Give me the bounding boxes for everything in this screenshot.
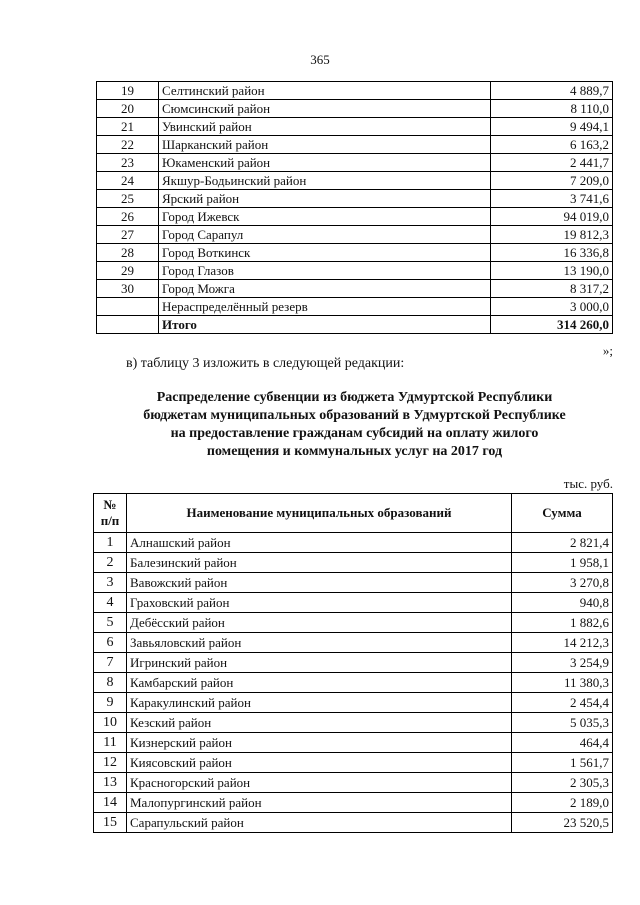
municipality-name: Шарканский район bbox=[159, 136, 491, 154]
row-number: 9 bbox=[94, 693, 127, 713]
amount: 6 163,2 bbox=[491, 136, 613, 154]
row-number: 15 bbox=[94, 813, 127, 833]
municipality-name: Город Глазов bbox=[159, 262, 491, 280]
amount: 3 270,8 bbox=[512, 573, 613, 593]
total-label: Итого bbox=[159, 316, 491, 334]
amount: 2 441,7 bbox=[491, 154, 613, 172]
closing-quote-mark: »; bbox=[602, 343, 613, 358]
table-row bbox=[97, 280, 613, 298]
municipality-name: Увинский район bbox=[159, 118, 491, 136]
table-row bbox=[94, 813, 613, 833]
municipality-name: Вавожский район bbox=[127, 573, 512, 593]
municipality-name: Кезский район bbox=[127, 713, 512, 733]
table-row bbox=[94, 573, 613, 593]
row-number: 6 bbox=[94, 633, 127, 653]
total-row bbox=[97, 316, 613, 334]
municipality-name: Граховский район bbox=[127, 593, 512, 613]
amount: 1 882,6 bbox=[512, 613, 613, 633]
row-number: 8 bbox=[94, 673, 127, 693]
table-row bbox=[94, 553, 613, 573]
row-number: 14 bbox=[94, 793, 127, 813]
municipality-name: Дебёсский район bbox=[127, 613, 512, 633]
title-line: помещения и коммунальных услуг на 2017 год bbox=[206, 444, 503, 459]
row-number: 5 bbox=[94, 613, 127, 633]
total-amount: 314 260,0 bbox=[491, 316, 613, 334]
total-number-cell bbox=[97, 316, 159, 334]
amount: 13 190,0 bbox=[491, 262, 613, 280]
municipality-name: Красногорский район bbox=[127, 773, 512, 793]
amount: 5 035,3 bbox=[512, 713, 613, 733]
table3-title bbox=[96, 389, 613, 461]
row-number: 7 bbox=[94, 653, 127, 673]
unit-label: тыс. руб. bbox=[563, 476, 613, 491]
table-row bbox=[97, 208, 613, 226]
amount: 2 189,0 bbox=[512, 793, 613, 813]
amount: 4 889,7 bbox=[491, 82, 613, 100]
row-number: 13 bbox=[94, 773, 127, 793]
municipality-name: Малопургинский район bbox=[127, 793, 512, 813]
table-row bbox=[97, 262, 613, 280]
municipality-name: Балезинский район bbox=[127, 553, 512, 573]
municipality-name: Каракулинский район bbox=[127, 693, 512, 713]
table-row bbox=[94, 653, 613, 673]
title-line: бюджетам муниципальных образований в Удмуртской Республике bbox=[143, 408, 566, 423]
row-number: 25 bbox=[97, 190, 159, 208]
table-row bbox=[97, 226, 613, 244]
row-number: 29 bbox=[97, 262, 159, 280]
row-number: 22 bbox=[97, 136, 159, 154]
amount: 94 019,0 bbox=[491, 208, 613, 226]
table-row bbox=[97, 172, 613, 190]
municipality-name: Город Сарапул bbox=[159, 226, 491, 244]
municipality-name: Город Воткинск bbox=[159, 244, 491, 262]
row-number bbox=[97, 298, 159, 316]
row-number: 21 bbox=[97, 118, 159, 136]
municipality-name: Город Можга bbox=[159, 280, 491, 298]
row-number: 30 bbox=[97, 280, 159, 298]
page-number: 365 bbox=[310, 52, 330, 67]
row-number: 20 bbox=[97, 100, 159, 118]
municipality-name: Юкаменский район bbox=[159, 154, 491, 172]
table-row bbox=[94, 753, 613, 773]
municipality-name: Кизнерский район bbox=[127, 733, 512, 753]
amount: 8 110,0 bbox=[491, 100, 613, 118]
amount: 3 741,6 bbox=[491, 190, 613, 208]
amount: 2 305,3 bbox=[512, 773, 613, 793]
table-row bbox=[97, 100, 613, 118]
header-num-line1: № bbox=[103, 497, 117, 512]
municipality-name: Селтинский район bbox=[159, 82, 491, 100]
amount: 7 209,0 bbox=[491, 172, 613, 190]
row-number: 28 bbox=[97, 244, 159, 262]
amount: 464,4 bbox=[512, 733, 613, 753]
table2-header bbox=[94, 494, 613, 533]
table-row bbox=[97, 118, 613, 136]
row-number: 3 bbox=[94, 573, 127, 593]
municipality-name: Город Ижевск bbox=[159, 208, 491, 226]
amount: 3 000,0 bbox=[491, 298, 613, 316]
municipality-name: Игринский район bbox=[127, 653, 512, 673]
allocation-table-continued bbox=[96, 81, 613, 334]
table-row bbox=[94, 693, 613, 713]
amount: 940,8 bbox=[512, 593, 613, 613]
amount: 1 958,1 bbox=[512, 553, 613, 573]
row-number: 24 bbox=[97, 172, 159, 190]
table-row bbox=[97, 298, 613, 316]
row-number: 23 bbox=[97, 154, 159, 172]
table-row bbox=[94, 793, 613, 813]
header-name: Наименование муниципальных образований bbox=[127, 494, 512, 533]
amount: 14 212,3 bbox=[512, 633, 613, 653]
amount: 2 454,4 bbox=[512, 693, 613, 713]
municipality-name: Киясовский район bbox=[127, 753, 512, 773]
table-row bbox=[94, 633, 613, 653]
table-row bbox=[94, 773, 613, 793]
amount: 23 520,5 bbox=[512, 813, 613, 833]
table-row bbox=[94, 593, 613, 613]
table-row bbox=[94, 533, 613, 553]
table-row bbox=[97, 82, 613, 100]
row-number: 12 bbox=[94, 753, 127, 773]
municipality-name: Нераспределённый резерв bbox=[159, 298, 491, 316]
amount: 1 561,7 bbox=[512, 753, 613, 773]
title-line: Распределение субвенции из бюджета Удмуртской Республики bbox=[156, 390, 553, 405]
table-row bbox=[97, 154, 613, 172]
header-row bbox=[94, 494, 613, 533]
municipality-name: Ярский район bbox=[159, 190, 491, 208]
header-num bbox=[94, 494, 127, 533]
header-num-line2: п/п bbox=[100, 513, 120, 528]
table-row bbox=[94, 613, 613, 633]
row-number: 19 bbox=[97, 82, 159, 100]
municipality-name: Алнашский район bbox=[127, 533, 512, 553]
amount: 9 494,1 bbox=[491, 118, 613, 136]
row-number: 27 bbox=[97, 226, 159, 244]
amount: 8 317,2 bbox=[491, 280, 613, 298]
row-number: 10 bbox=[94, 713, 127, 733]
row-number: 26 bbox=[97, 208, 159, 226]
municipality-name: Завьяловский район bbox=[127, 633, 512, 653]
table-row bbox=[97, 244, 613, 262]
subvention-table bbox=[93, 493, 613, 833]
table1-body bbox=[97, 82, 613, 334]
table-row bbox=[97, 136, 613, 154]
amount: 11 380,3 bbox=[512, 673, 613, 693]
table-row bbox=[94, 733, 613, 753]
row-number: 1 bbox=[94, 533, 127, 553]
table-row bbox=[94, 673, 613, 693]
header-value: Сумма bbox=[512, 494, 613, 533]
municipality-name: Якшур-Бодьинский район bbox=[159, 172, 491, 190]
amount: 2 821,4 bbox=[512, 533, 613, 553]
title-line: на предоставление гражданам субсидий на оплату жилого bbox=[170, 426, 539, 441]
amendment-instruction: в) таблицу 3 изложить в следующей редакции: bbox=[126, 356, 405, 371]
municipality-name: Камбарский район bbox=[127, 673, 512, 693]
municipality-name: Сарапульский район bbox=[127, 813, 512, 833]
table-row bbox=[94, 713, 613, 733]
municipality-name: Сюмсинский район bbox=[159, 100, 491, 118]
table-row bbox=[97, 190, 613, 208]
table2-body bbox=[94, 533, 613, 833]
amount: 3 254,9 bbox=[512, 653, 613, 673]
row-number: 2 bbox=[94, 553, 127, 573]
row-number: 11 bbox=[94, 733, 127, 753]
amount: 19 812,3 bbox=[491, 226, 613, 244]
row-number: 4 bbox=[94, 593, 127, 613]
amount: 16 336,8 bbox=[491, 244, 613, 262]
